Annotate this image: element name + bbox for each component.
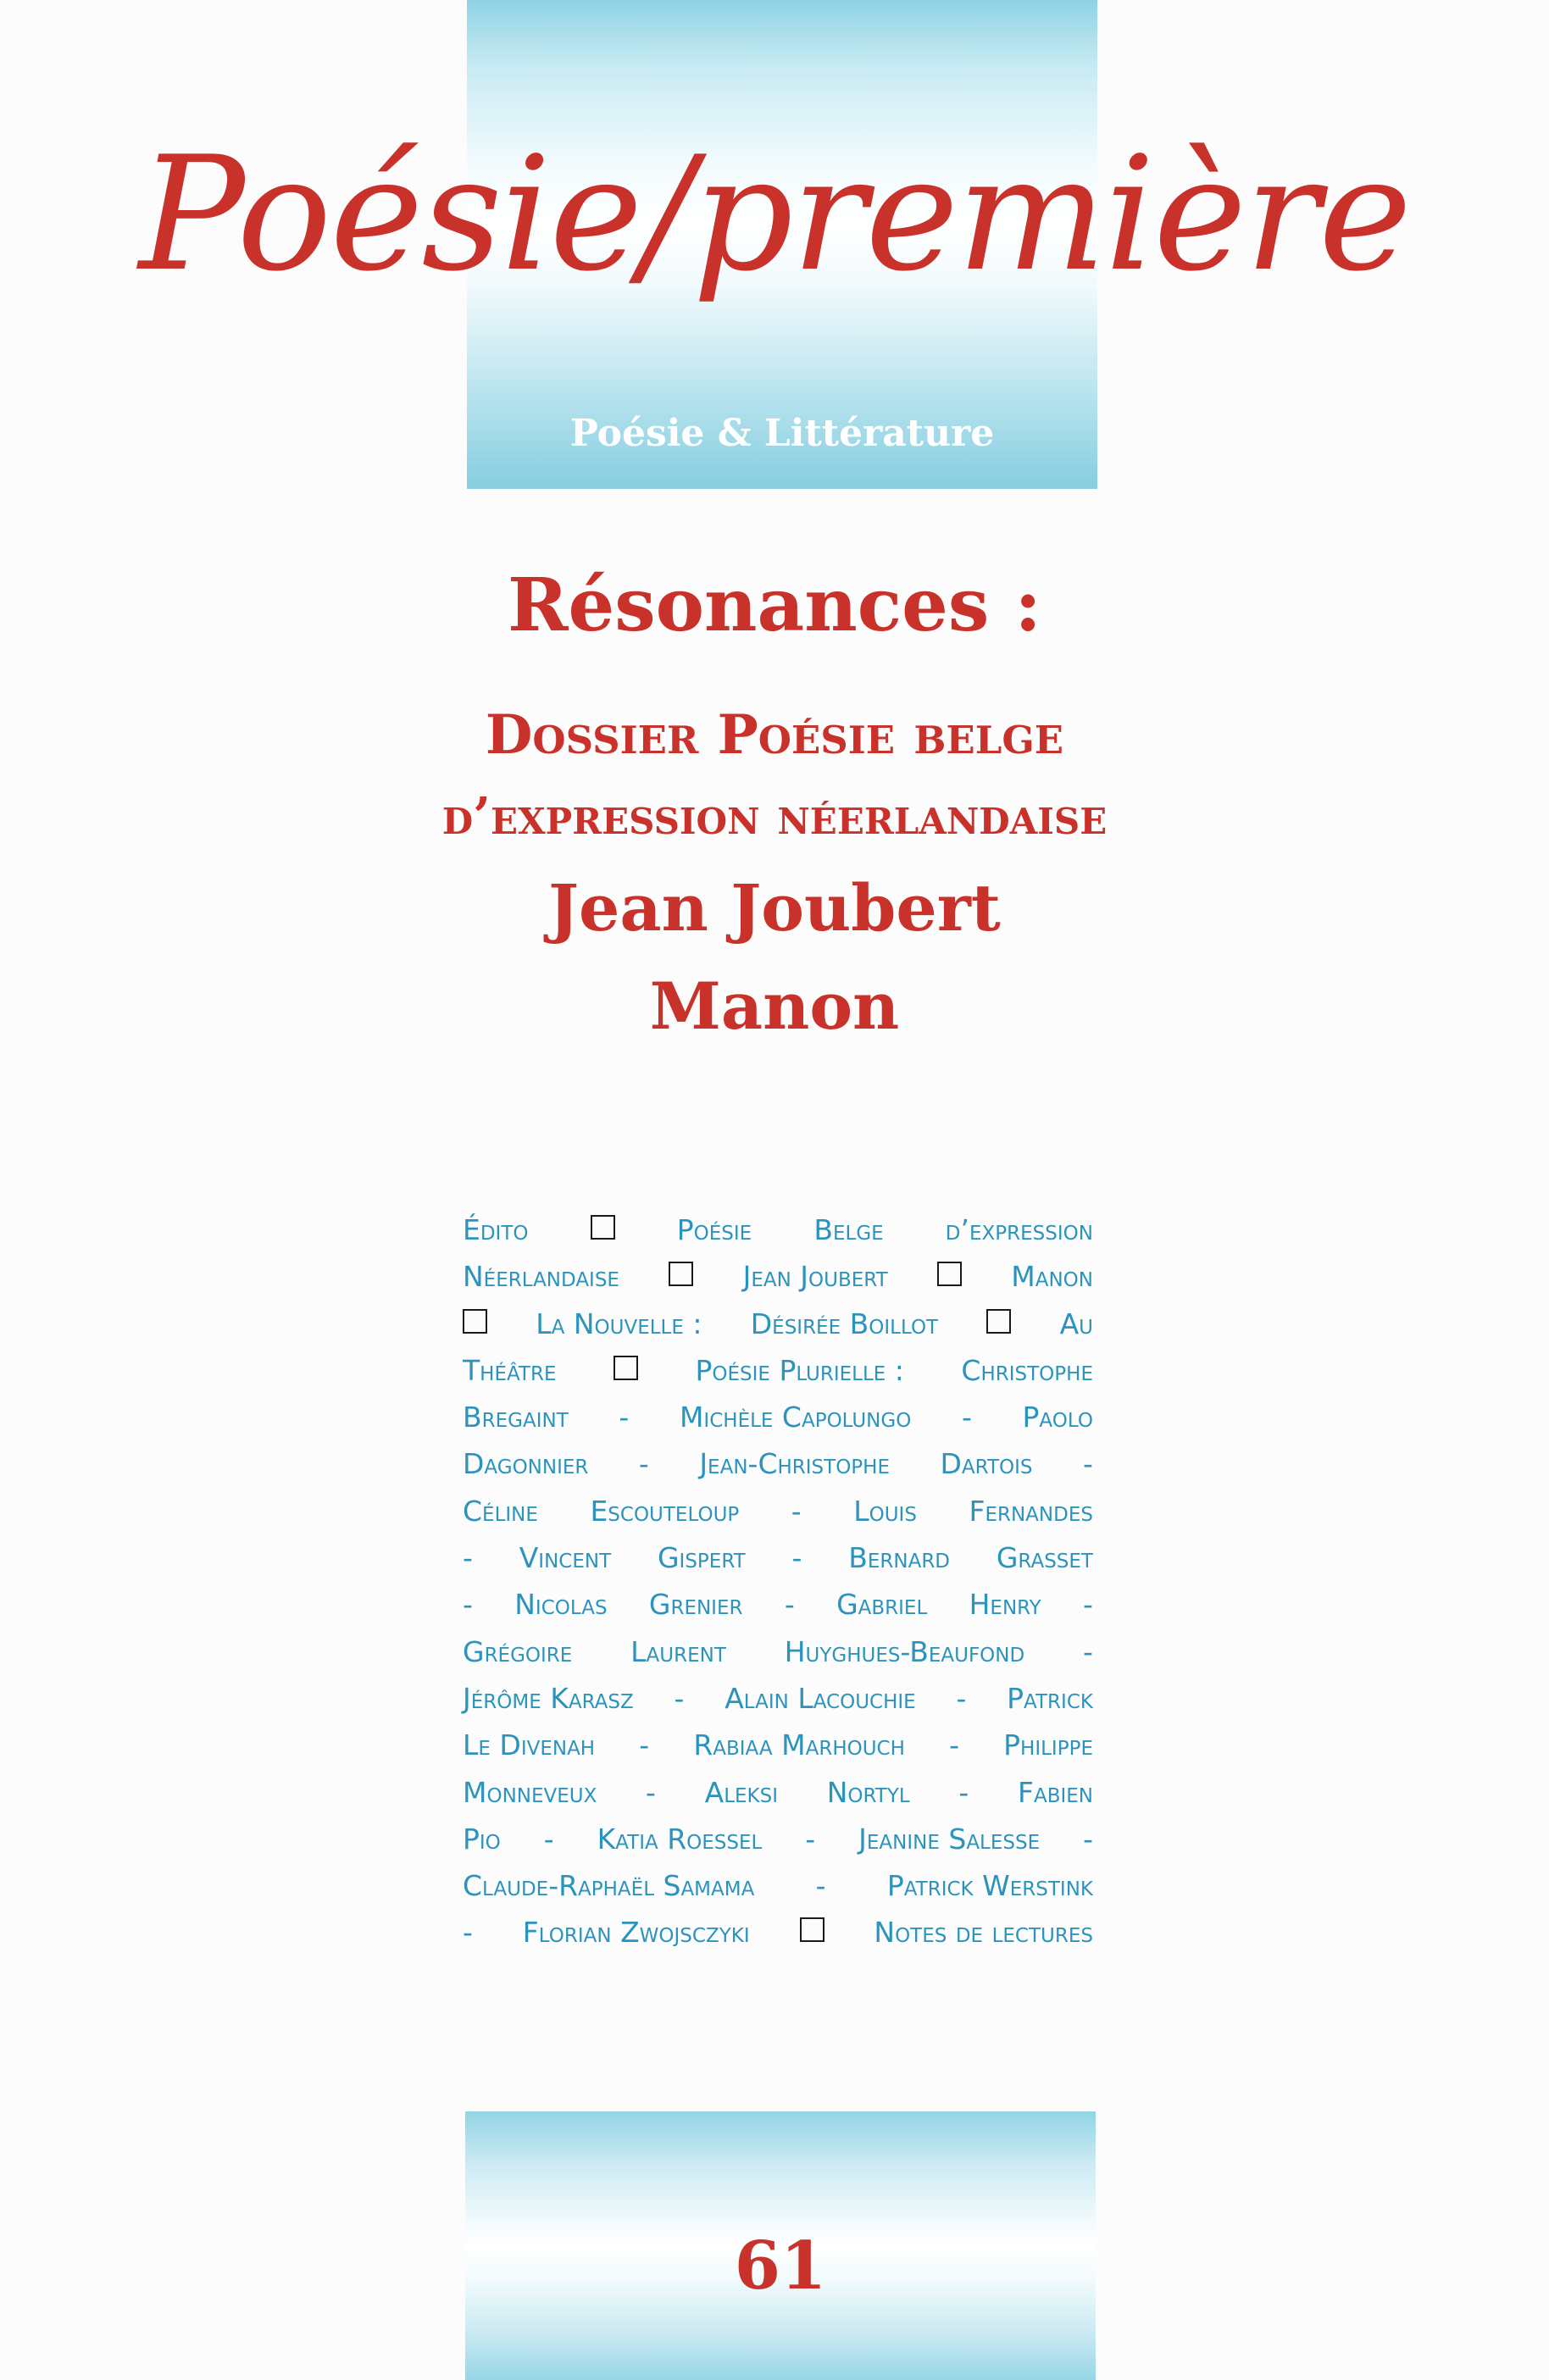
section-separator-box	[613, 1356, 638, 1380]
contents-entry: -	[674, 1681, 685, 1715]
contents-entry: -	[784, 1588, 795, 1622]
contents-entry: -	[958, 1775, 969, 1809]
journal-title: Poésie/première	[138, 122, 1411, 306]
contents-entry: -	[1083, 1588, 1093, 1622]
contents-entry: -	[949, 1728, 959, 1762]
contents-entry: Belge	[813, 1213, 884, 1246]
contents-entry: Michèle Capolungo	[679, 1401, 912, 1434]
contents-line	[463, 1207, 1093, 1253]
table-of-contents	[463, 1207, 1093, 1956]
contents-entry: Poésie Plurielle :	[695, 1353, 904, 1387]
contents-entry: Édito	[463, 1213, 529, 1246]
contents-entry: Fernandes	[969, 1494, 1093, 1528]
section-separator-box	[669, 1262, 693, 1286]
contents-line	[463, 1909, 1093, 1956]
contents-line	[463, 1347, 1093, 1394]
contents-entry: -	[463, 1588, 473, 1622]
contents-entry: Vincent	[519, 1541, 612, 1575]
contents-entry: Jean-Christophe	[699, 1447, 890, 1481]
contents-entry: Grégoire	[463, 1634, 573, 1668]
contents-entry: Gispert	[657, 1541, 746, 1575]
contents-line	[463, 1301, 1093, 1347]
contents-entry: -	[1083, 1447, 1093, 1481]
contents-line	[463, 1440, 1093, 1487]
contents-entry: Notes de lectures	[874, 1916, 1093, 1950]
contents-entry: Henry	[969, 1588, 1041, 1622]
contents-line	[463, 1394, 1093, 1440]
contents-entry: Alain Lacouchie	[725, 1681, 916, 1715]
contents-entry: -	[646, 1775, 656, 1809]
contents-entry: Néerlandaise	[463, 1260, 619, 1294]
contents-entry: Rabiaa Marhouch	[693, 1728, 905, 1762]
contents-entry: Christophe	[961, 1353, 1093, 1387]
contents-entry: Patrick Werstink	[886, 1869, 1093, 1903]
contents-entry: -	[463, 1541, 473, 1575]
section-separator-box	[591, 1215, 615, 1240]
contents-entry: Fabien	[1017, 1775, 1093, 1809]
contents-entry: Philippe	[1003, 1728, 1093, 1762]
contents-entry: Aleksi	[704, 1775, 779, 1809]
contents-entry: La Nouvelle :	[536, 1307, 702, 1340]
contents-entry: -	[543, 1822, 554, 1856]
contents-entry: -	[639, 1728, 650, 1762]
issue-number: 61	[734, 2227, 827, 2305]
dossier-title-line-2: d’expression néerlandaise	[441, 787, 1108, 846]
contents-entry: Pio	[463, 1822, 501, 1856]
contents-entry: -	[791, 1494, 802, 1528]
contents-entry: Florian Zwojsczyki	[522, 1916, 750, 1950]
contents-entry: Au	[1059, 1307, 1093, 1340]
contents-entry: Dagonnier	[463, 1447, 589, 1481]
contents-line	[463, 1534, 1093, 1581]
contents-line	[463, 1862, 1093, 1909]
contents-entry: -	[961, 1401, 972, 1434]
contents-entry: -	[956, 1681, 967, 1715]
contents-entry: Céline	[463, 1494, 538, 1528]
contents-entry: Monneveux	[463, 1775, 597, 1809]
contents-entry: Claude-Raphaël Samama	[463, 1869, 755, 1903]
contents-entry: Nicolas	[514, 1588, 608, 1622]
contents-entry: -	[1083, 1634, 1093, 1668]
section-separator-box	[463, 1309, 487, 1334]
contents-entry: -	[638, 1447, 649, 1481]
journal-subtitle: Poésie & Littérature	[569, 412, 995, 455]
contents-entry: Grenier	[648, 1588, 743, 1622]
contents-line	[463, 1628, 1093, 1675]
contents-entry: Laurent	[630, 1634, 726, 1668]
contents-entry: Le Divenah	[463, 1728, 596, 1762]
contents-entry: Patrick	[1007, 1681, 1093, 1715]
contents-entry: -	[815, 1869, 826, 1903]
contents-entry: Jérôme Karasz	[463, 1681, 634, 1715]
contents-entry: Katia Roessel	[597, 1822, 763, 1856]
contents-entry: Paolo	[1022, 1401, 1093, 1434]
contents-entry: Poésie	[676, 1213, 752, 1246]
contents-entry: -	[1083, 1822, 1093, 1856]
contents-entry: -	[791, 1541, 802, 1575]
contents-entry: Nortyl	[826, 1775, 910, 1809]
contents-entry: Gabriel	[836, 1588, 928, 1622]
contents-entry: Désirée Boillot	[750, 1307, 939, 1340]
contents-entry: Bregaint	[463, 1401, 569, 1434]
section-separator-box	[800, 1917, 824, 1942]
contents-entry: Huyghues-Beaufond	[784, 1634, 1025, 1668]
issue-theme-title: Résonances :	[508, 563, 1041, 648]
contents-line	[463, 1675, 1093, 1722]
featured-artist-name: Manon	[649, 968, 900, 1044]
dossier-title-line-1: Dossier Poésie belge	[485, 703, 1064, 767]
contents-line	[463, 1253, 1093, 1300]
contents-entry: -	[619, 1401, 630, 1434]
contents-entry: Manon	[1011, 1260, 1093, 1294]
contents-entry: -	[463, 1916, 473, 1950]
contents-entry: d’expression	[945, 1213, 1093, 1246]
contents-entry: Théâtre	[463, 1353, 557, 1387]
contents-line	[463, 1769, 1093, 1816]
contents-entry: Jean Joubert	[742, 1260, 888, 1294]
contents-line	[463, 1488, 1093, 1534]
contents-entry: -	[805, 1822, 816, 1856]
contents-entry: Bernard	[848, 1541, 951, 1575]
featured-poet-name: Jean Joubert	[548, 870, 1001, 946]
contents-entry: Louis	[853, 1494, 917, 1528]
contents-entry: Escouteloup	[590, 1494, 740, 1528]
contents-entry: Dartois	[940, 1447, 1033, 1481]
contents-line	[463, 1816, 1093, 1862]
section-separator-box	[937, 1262, 962, 1286]
section-separator-box	[986, 1309, 1011, 1334]
contents-entry: Grasset	[996, 1541, 1093, 1575]
contents-entry: Jeanine Salesse	[858, 1822, 1041, 1856]
contents-line	[463, 1722, 1093, 1768]
contents-line	[463, 1581, 1093, 1628]
